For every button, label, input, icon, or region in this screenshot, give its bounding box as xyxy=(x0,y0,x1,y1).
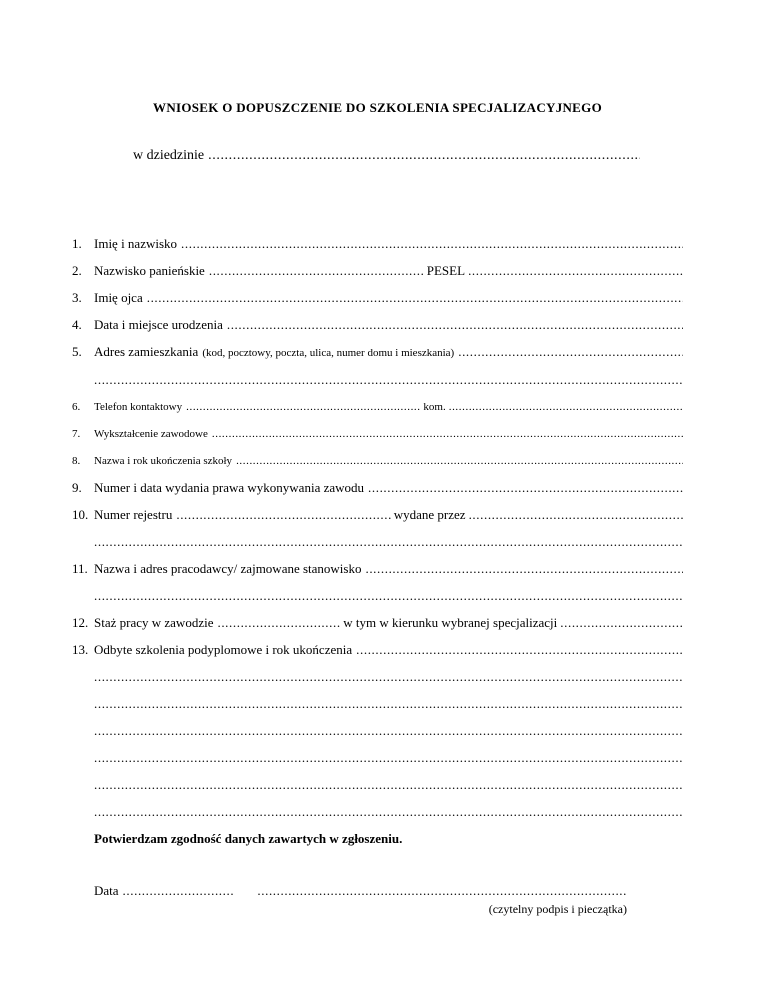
item-number: 13. xyxy=(72,642,89,657)
item-number: 8. xyxy=(72,455,81,467)
dotted-fill xyxy=(468,263,683,279)
form-item-3 xyxy=(72,290,683,306)
dotted-fill xyxy=(147,290,683,306)
dotted-fill xyxy=(94,804,683,820)
continuation-line xyxy=(72,534,683,550)
document-title: WNIOSEK O DOPUSZCZENIE DO SZKOLENIA SPECJALIZACYJNEGO xyxy=(153,100,602,115)
dotted-fill xyxy=(560,615,683,631)
item-label: Telefon kontaktowy xyxy=(94,401,183,413)
form-item-9 xyxy=(72,480,683,496)
dotted-fill xyxy=(94,723,683,739)
form-item-5 xyxy=(72,344,683,361)
item-number: 4. xyxy=(72,317,82,332)
form-item-2 xyxy=(72,263,683,279)
form-item-4 xyxy=(72,317,683,333)
item-label: Imię i nazwisko xyxy=(94,236,178,251)
dotted-fill xyxy=(209,263,424,279)
field-w-dziedzinie-label: w dziedzinie xyxy=(133,148,205,163)
dotted-fill xyxy=(368,480,683,496)
item-label: Nazwa i adres pracodawcy/ zajmowane stanowisko xyxy=(94,561,362,576)
item-label: Data i miejsce urodzenia xyxy=(94,317,223,332)
dotted-fill xyxy=(94,372,683,388)
blank-dotted-line xyxy=(72,804,683,820)
date-dotted-fill xyxy=(123,883,235,899)
form-item-7 xyxy=(72,426,683,442)
item-label: Nazwa i rok ukończenia szkoły xyxy=(94,455,233,467)
item-number: 12. xyxy=(72,615,89,630)
form-item-11 xyxy=(72,561,683,577)
dotted-fill xyxy=(176,507,390,523)
dotted-fill xyxy=(365,561,683,577)
item-label: Wykształcenie zawodowe xyxy=(94,428,208,440)
dotted-fill xyxy=(94,777,683,793)
dotted-fill xyxy=(94,750,683,766)
form-item-10 xyxy=(72,507,683,523)
item-label: Numer i data wydania prawa wykonywania zawodu xyxy=(94,480,365,495)
item-number: 3. xyxy=(72,290,82,305)
dotted-fill xyxy=(217,615,340,631)
dotted-fill xyxy=(449,399,683,415)
dotted-fill xyxy=(94,588,683,604)
confirmation-text: Potwierdzam zgodność danych zawartych w zgłoszeniu. xyxy=(94,831,403,846)
dotted-fill xyxy=(94,696,683,712)
signature-line xyxy=(257,883,627,899)
item-label: Odbyte szkolenia podyplomowe i rok ukończenia xyxy=(94,642,353,657)
item-mid-label: wydane przez xyxy=(393,507,466,522)
item-label: Nazwisko panieńskie xyxy=(94,263,205,278)
blank-dotted-line xyxy=(72,750,683,766)
dotted-fill xyxy=(94,669,683,685)
signature-caption: (czytelny podpis i pieczątka) xyxy=(488,902,627,916)
item-mid-label: kom. xyxy=(423,401,446,413)
dotted-fill xyxy=(458,344,683,360)
item-number: 9. xyxy=(72,480,82,495)
continuation-line xyxy=(72,588,683,604)
item-number: 2. xyxy=(72,263,82,278)
item-label: Imię ojca xyxy=(94,290,143,305)
confirmation-statement xyxy=(94,831,683,847)
dotted-fill xyxy=(186,399,420,415)
form-item-8 xyxy=(72,453,683,469)
item-note: (kod, pocztowy, poczta, ulica, numer domu i mieszkania) xyxy=(202,347,455,359)
form-item-12 xyxy=(72,615,683,631)
item-number: 1. xyxy=(72,236,82,251)
dotted-fill xyxy=(227,317,683,333)
dotted-fill xyxy=(469,507,683,523)
field-w-dziedzinie xyxy=(133,148,640,164)
form-item-1 xyxy=(72,236,683,252)
item-label: Adres zamieszkania xyxy=(94,344,199,359)
form-item-13 xyxy=(72,642,683,658)
continuation-line xyxy=(72,372,683,388)
date-signature-row xyxy=(94,883,683,917)
item-number: 11. xyxy=(72,561,88,576)
blank-dotted-line xyxy=(72,696,683,712)
item-label: Staż pracy w zawodzie xyxy=(94,615,214,630)
dotted-fill xyxy=(181,236,683,252)
signature-block xyxy=(257,883,627,917)
dotted-fill xyxy=(236,453,683,469)
dotted-fill xyxy=(208,148,640,164)
dotted-fill xyxy=(94,534,683,550)
item-number: 6. xyxy=(72,401,81,413)
item-label: Numer rejestru xyxy=(94,507,173,522)
blank-dotted-line xyxy=(72,777,683,793)
blank-dotted-line xyxy=(72,723,683,739)
item-mid-label: PESEL xyxy=(426,263,466,278)
date-label: Data xyxy=(94,883,119,898)
item-number: 7. xyxy=(72,428,81,440)
form-item-6 xyxy=(72,399,683,415)
item-mid-label: w tym w kierunku wybranej specjalizacji xyxy=(343,615,558,630)
dotted-fill xyxy=(212,426,683,442)
blank-dotted-line xyxy=(72,669,683,685)
dotted-fill xyxy=(356,642,683,658)
item-number: 5. xyxy=(72,344,82,359)
item-number: 10. xyxy=(72,507,89,522)
